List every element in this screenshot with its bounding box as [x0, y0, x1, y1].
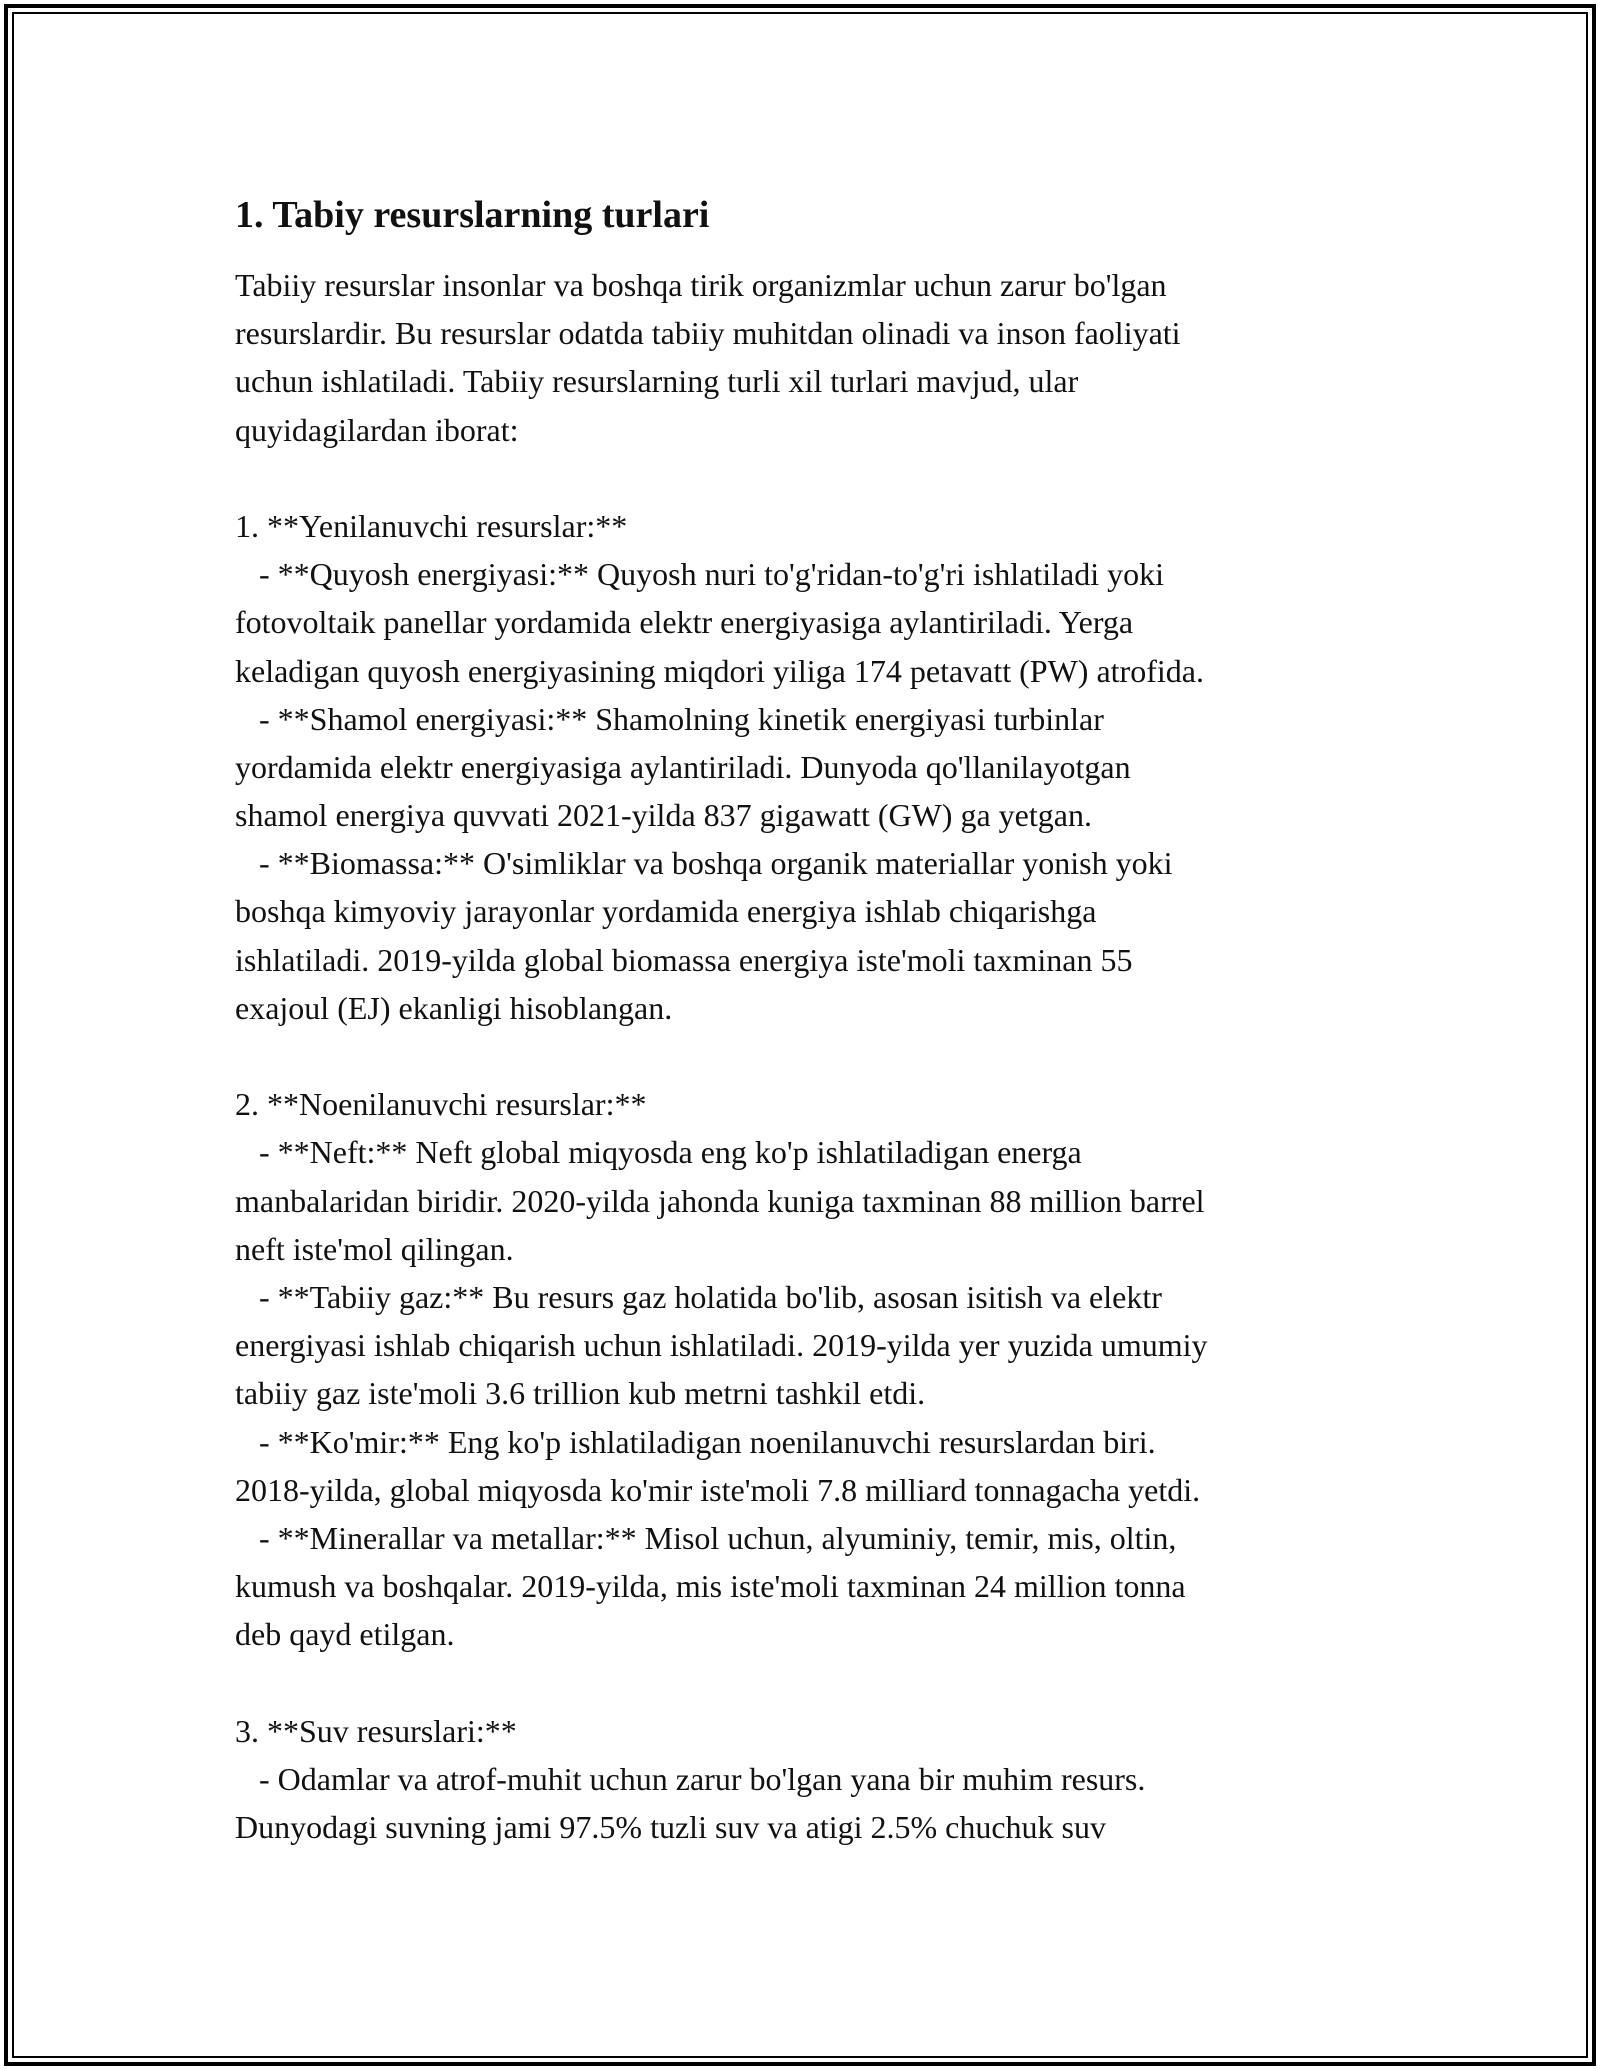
- text-line: boshqa kimyoviy jarayonlar yordamida energiya ishlab chiqarishga: [235, 893, 1097, 930]
- text-line: exajoul (EJ) ekanligi hisoblangan.: [235, 989, 673, 1026]
- text-line: - **Neft:** Neft global miqyosda eng ko'p ishlatiladigan energa: [235, 1134, 1082, 1171]
- list-heading-nonrenewable: 2. **Noenilanuvchi resurslar:**: [235, 1086, 647, 1123]
- list-heading-renewable: 1. **Yenilanuvchi resurslar:**: [235, 507, 628, 544]
- text-line: quyidagilardan iborat:: [235, 411, 519, 448]
- text-line: Dunyodagi suvning jami 97.5% tuzli suv va atigi 2.5% chuchuk suv: [235, 1809, 1106, 1845]
- text-line: - **Quyosh energiyasi:** Quyosh nuri to'g'ridan-to'g'ri ishlatiladi yoki: [235, 556, 1165, 593]
- list-heading-water: 3. **Suv resurslari:**: [235, 1712, 517, 1749]
- text-line: ishlatiladi. 2019-yilda global biomassa energiya iste'moli taxminan 55: [235, 941, 1133, 978]
- text-line: - Odamlar va atrof-muhit uchun zarur bo'lgan yana bir muhim resurs.: [235, 1760, 1146, 1797]
- blank-line: [235, 454, 1365, 502]
- text-line: manbalaridan biridir. 2020-yilda jahonda kuniga taxminan 88 million barrel: [235, 1182, 1205, 1219]
- text-line: - **Biomassa:** O'simliklar va boshqa organik materiallar yonish yoki: [235, 845, 1173, 882]
- text-line: deb qayd etilgan.: [235, 1616, 455, 1653]
- text-lines: [235, 261, 1365, 1851]
- blank-line: [235, 1032, 1365, 1080]
- text-line: - **Shamol energiyasi:** Shamolning kinetik energiyasi turbinlar: [235, 700, 1104, 737]
- text-line: resurslardir. Bu resurslar odatda tabiiy muhitdan olinadi va inson faoliyati: [235, 315, 1181, 352]
- text-line: - **Ko'mir:** Eng ko'p ishlatiladigan noenilanuvchi resurslardan biri.: [235, 1423, 1156, 1460]
- text-line: shamol energiya quvvati 2021-yilda 837 gigawatt (GW) ga yetgan.: [235, 797, 1092, 834]
- section-heading: 1. Tabiy resurslarning turlari: [235, 194, 710, 236]
- text-line: kumush va boshqalar. 2019-yilda, mis iste'moli taxminan 24 million tonna: [235, 1568, 1186, 1605]
- text-line: 2018-yilda, global miqyosda ko'mir iste'moli 7.8 milliard tonnagacha yetdi.: [235, 1471, 1201, 1508]
- text-line: uchun ishlatiladi. Tabiiy resurslarning turli xil turlari mavjud, ular: [235, 363, 1079, 400]
- blank-line: [235, 1658, 1365, 1706]
- text-line: - **Minerallar va metallar:** Misol uchun, alyuminiy, temir, mis, oltin,: [235, 1519, 1177, 1556]
- text-line: Tabiiy resurslar insonlar va boshqa tirik organizmlar uchun zarur bo'lgan: [235, 267, 1167, 303]
- text-line: keladigan quyosh energiyasining miqdori yiliga 174 petavatt (PW) atrofida.: [235, 652, 1204, 689]
- text-line: fotovoltaik panellar yordamida elektr energiyasiga aylantiriladi. Yerga: [235, 604, 1134, 641]
- document-body: [235, 185, 1365, 1851]
- text-line: - **Tabiiy gaz:** Bu resurs gaz holatida bo'lib, asosan isitish va elektr: [235, 1278, 1162, 1315]
- text-line: yordamida elektr energiyasiga aylantiriladi. Dunyoda qo'llanilayotgan: [235, 748, 1131, 785]
- text-line: energiyasi ishlab chiqarish uchun ishlatiladi. 2019-yilda yer yuzida umumiy: [235, 1327, 1208, 1364]
- text-line: tabiiy gaz iste'moli 3.6 trillion kub metrni tashkil etdi.: [235, 1375, 926, 1412]
- text-line: neft iste'mol qilingan.: [235, 1230, 514, 1267]
